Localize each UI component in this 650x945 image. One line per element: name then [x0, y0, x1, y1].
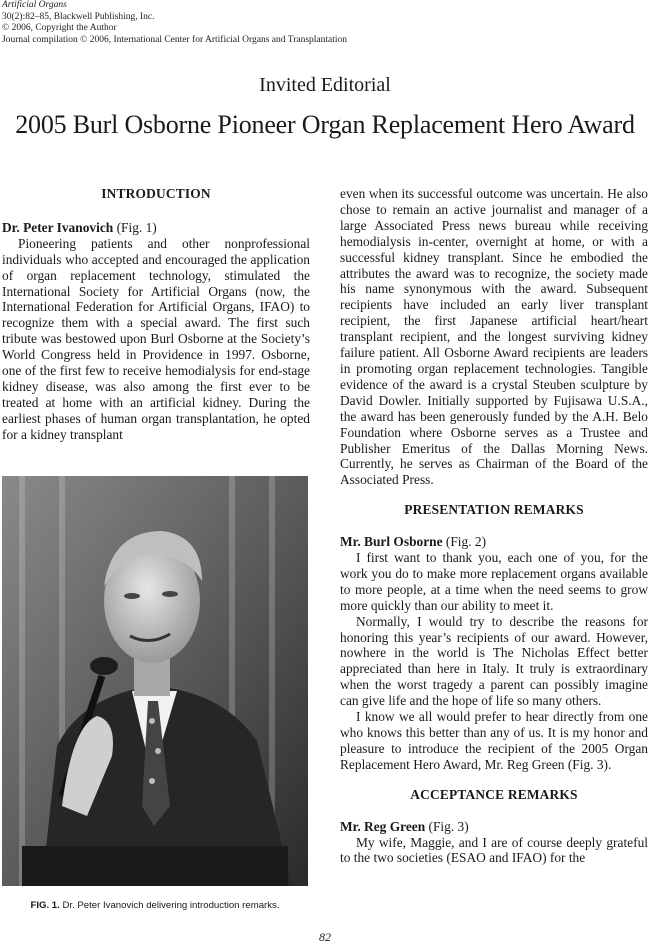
- page-number: 82: [319, 930, 331, 944]
- compilation-line: Journal compilation © 2006, International Center for Artificial Organs and Transplantation: [2, 34, 348, 45]
- speaker-line-osborne: [340, 534, 648, 550]
- introduction-heading: INTRODUCTION: [101, 186, 211, 201]
- article-title: 2005 Burl Osborne Pioneer Organ Replacement Hero Award: [15, 110, 635, 139]
- figure-reference: (Fig. 3): [425, 818, 469, 834]
- speaker-photo-illustration: [2, 476, 308, 886]
- speaker-line-green: [340, 819, 648, 835]
- presentation-paragraph-2: Normally, I would try to describe the reasons for honoring this year’s recipients of our award. However, nowhere in the world is The Nicholas Effect better appreciated than here in Italy. It truly is extraordinary when the worst tragedy a parent can possibly imagine can give life and the hope of life so many others.: [340, 613, 648, 709]
- right-column: [340, 186, 648, 866]
- figure-caption: [2, 900, 308, 911]
- figure-reference: (Fig. 2): [442, 534, 487, 550]
- journal-name: Artificial Organs: [2, 0, 67, 10]
- presentation-paragraph-3: I know we all would prefer to hear directly from one who knows this better than any of us. It is my honor and pleasure to introduce the recipient of the 2005 Organ Replacement Hero Award, Mr. Reg Green (Fig. 3).: [340, 709, 648, 772]
- speaker-name: Dr. Peter Ivanovich: [2, 219, 114, 235]
- speaker-name: Mr. Reg Green: [340, 818, 426, 834]
- figure-label: FIG. 1.: [30, 900, 60, 911]
- copyright-line: © 2006, Copyright the Author: [2, 23, 117, 33]
- left-column: [2, 186, 310, 443]
- citation-line: 30(2):82–85, Blackwell Publishing, Inc.: [2, 11, 155, 22]
- figure-reference: (Fig. 1): [113, 219, 157, 235]
- speaker-line-ivanovich: [2, 220, 310, 236]
- introduction-continuation: even when its successful outcome was uncertain. He also chose to remain an active journalist and manager of a large Associated Press news bureau while receiving hemodialysis in-center, overnight at home, or with a successful kidney transplant. Since he embodied the attributes the award was to recognize, the society made his name synonymous with the award. Subsequent recipients have included an early liver transplant recipient, the first Japanese artificial heart/heart transplant recipient, and the longest surviving kidney failure patient. All Osborne Award recipients are leaders in promoting organ replacement technologies. Tangible evidence of the award is a crystal Steuben sculpture by David Dowler. Initially supported by Fujisawa U.S.A., the award has been generously funded by the A.H. Belo Foundation where Osborne serves as a Trustee and Publisher Emeritus of the Dallas Morning News. Currently, he serves as Chairman of the Board of the Associated Press.: [340, 186, 648, 488]
- introduction-paragraph: Pioneering patients and other nonprofessional individuals who accepted and encouraged the application of organ replacement technology, stimulated the International Society for Artificial Organs (now, the International Federation for Artificial Organs, IFAO) to recognize them with a special award. The first such tribute was bestowed upon Burl Osborne at the Society’s World Congress held in Providence in 1997. Osborne, one of the first few to receive hemodialysis for end-stage kidney disease, was also among the first ever to be treated at home with an artificial kidney. During the earliest phases of human organ transplantation, he opted for a kidney transplant: [2, 235, 310, 442]
- figure-photo: [2, 476, 308, 886]
- presentation-paragraph-1: I first want to thank you, each one of you, for the work you do to make more replacement organs available to more people, at a time when the need seems to grow more quickly than our ability to meet it.: [340, 550, 648, 613]
- acceptance-heading: ACCEPTANCE REMARKS: [410, 786, 578, 802]
- presentation-heading: PRESENTATION REMARKS: [404, 502, 584, 518]
- figure-caption-text: Dr. Peter Ivanovich delivering introduction remarks.: [59, 900, 280, 911]
- speaker-name: Mr. Burl Osborne: [340, 534, 443, 550]
- article-type: Invited Editorial: [259, 74, 391, 96]
- journal-header: [2, 0, 347, 46]
- acceptance-paragraph-1: My wife, Maggie, and I are of course deeply grateful to the two societies (ESAO and IFAO) for the: [340, 834, 648, 866]
